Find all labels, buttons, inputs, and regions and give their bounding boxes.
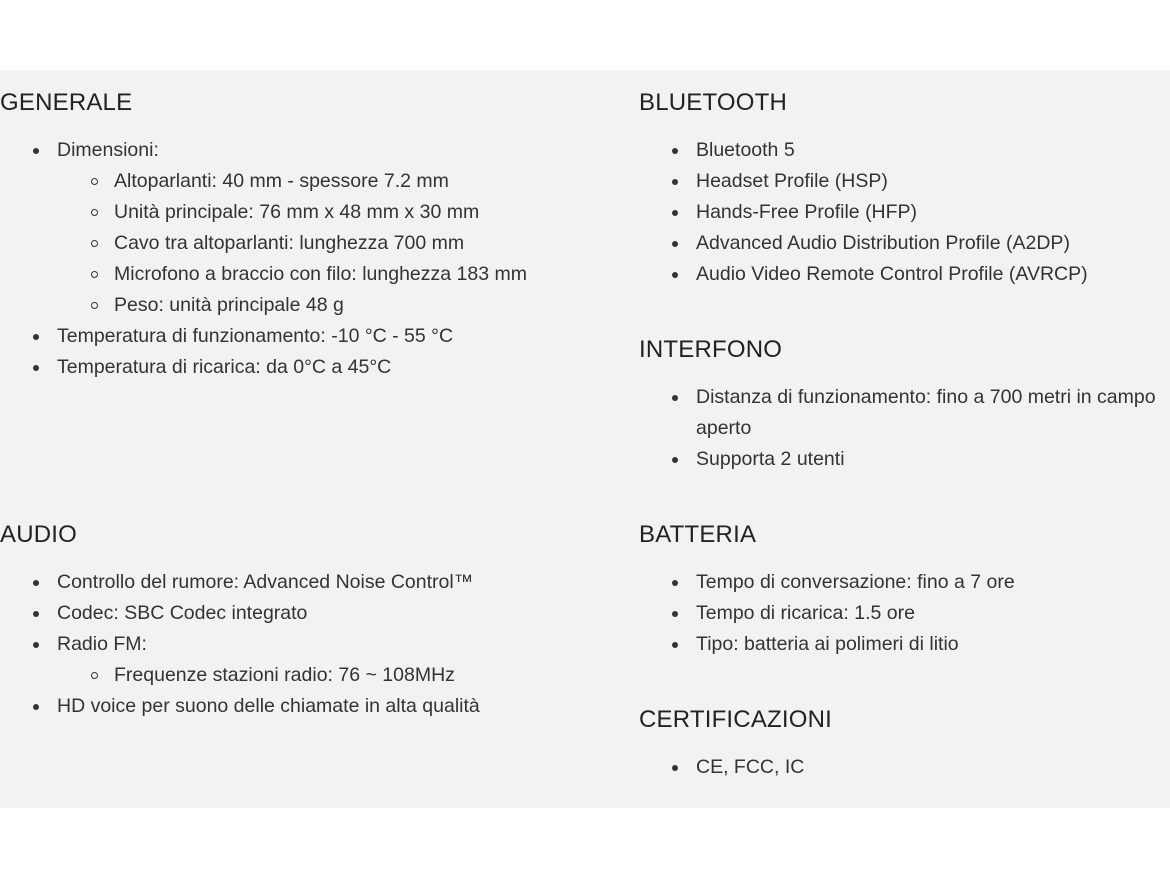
list-item: Bluetooth 5	[639, 135, 1088, 166]
generale-list	[0, 135, 527, 383]
section-certificazioni	[639, 705, 832, 783]
certificazioni-list	[639, 752, 832, 783]
radio-sublist	[57, 660, 480, 691]
section-generale	[0, 88, 527, 383]
list-item	[0, 135, 527, 321]
section-title-bluetooth: BLUETOOTH	[639, 89, 788, 116]
sublist-item: Cavo tra altoparlanti: lunghezza 700 mm	[57, 228, 527, 259]
list-item: HD voice per suono delle chiamate in alta qualità	[0, 691, 480, 722]
list-item: Temperatura di ricarica: da 0°C a 45°C	[0, 352, 527, 383]
list-item: Distanza di funzionamento: fino a 700 metri in campo aperto	[639, 382, 1170, 444]
section-title-certificazioni: CERTIFICAZIONI	[639, 706, 833, 733]
sublist-item: Altoparlanti: 40 mm - spessore 7.2 mm	[57, 166, 527, 197]
list-item: Headset Profile (HSP)	[639, 166, 1088, 197]
list-item: Tempo di ricarica: 1.5 ore	[639, 598, 1015, 629]
list-item: Temperatura di funzionamento: -10 °C - 55 °C	[0, 321, 527, 352]
list-item: Supporta 2 utenti	[639, 444, 1170, 475]
section-title-batteria: BATTERIA	[639, 521, 757, 548]
list-item: Controllo del rumore: Advanced Noise Control™	[0, 567, 480, 598]
bluetooth-list	[639, 135, 1088, 290]
section-interfono	[639, 335, 1170, 475]
list-item: Tempo di conversazione: fino a 7 ore	[639, 567, 1015, 598]
section-title-generale: GENERALE	[0, 89, 133, 116]
sublist-item: Unità principale: 76 mm x 48 mm x 30 mm	[57, 197, 527, 228]
dimensioni-sublist	[57, 166, 527, 321]
batteria-list	[639, 567, 1015, 660]
list-item-text: Dimensioni:	[57, 139, 159, 161]
list-item: Advanced Audio Distribution Profile (A2DP)	[639, 228, 1088, 259]
specs-panel	[0, 70, 1170, 808]
sublist-item: Peso: unità principale 48 g	[57, 290, 527, 321]
section-title-interfono: INTERFONO	[639, 336, 783, 363]
list-item-text: Radio FM:	[57, 633, 147, 655]
section-batteria	[639, 520, 1015, 660]
section-bluetooth	[639, 88, 1088, 290]
list-item: Hands-Free Profile (HFP)	[639, 197, 1088, 228]
list-item	[0, 629, 480, 691]
list-item: Audio Video Remote Control Profile (AVRCP)	[639, 259, 1088, 290]
sublist-item: Frequenze stazioni radio: 76 ~ 108MHz	[57, 660, 480, 691]
section-title-audio: AUDIO	[0, 521, 78, 548]
section-audio	[0, 520, 480, 722]
sublist-item: Microfono a braccio con filo: lunghezza 183 mm	[57, 259, 527, 290]
list-item: CE, FCC, IC	[639, 752, 832, 783]
list-item: Tipo: batteria ai polimeri di litio	[639, 629, 1015, 660]
list-item: Codec: SBC Codec integrato	[0, 598, 480, 629]
audio-list	[0, 567, 480, 722]
interfono-list	[639, 382, 1170, 475]
